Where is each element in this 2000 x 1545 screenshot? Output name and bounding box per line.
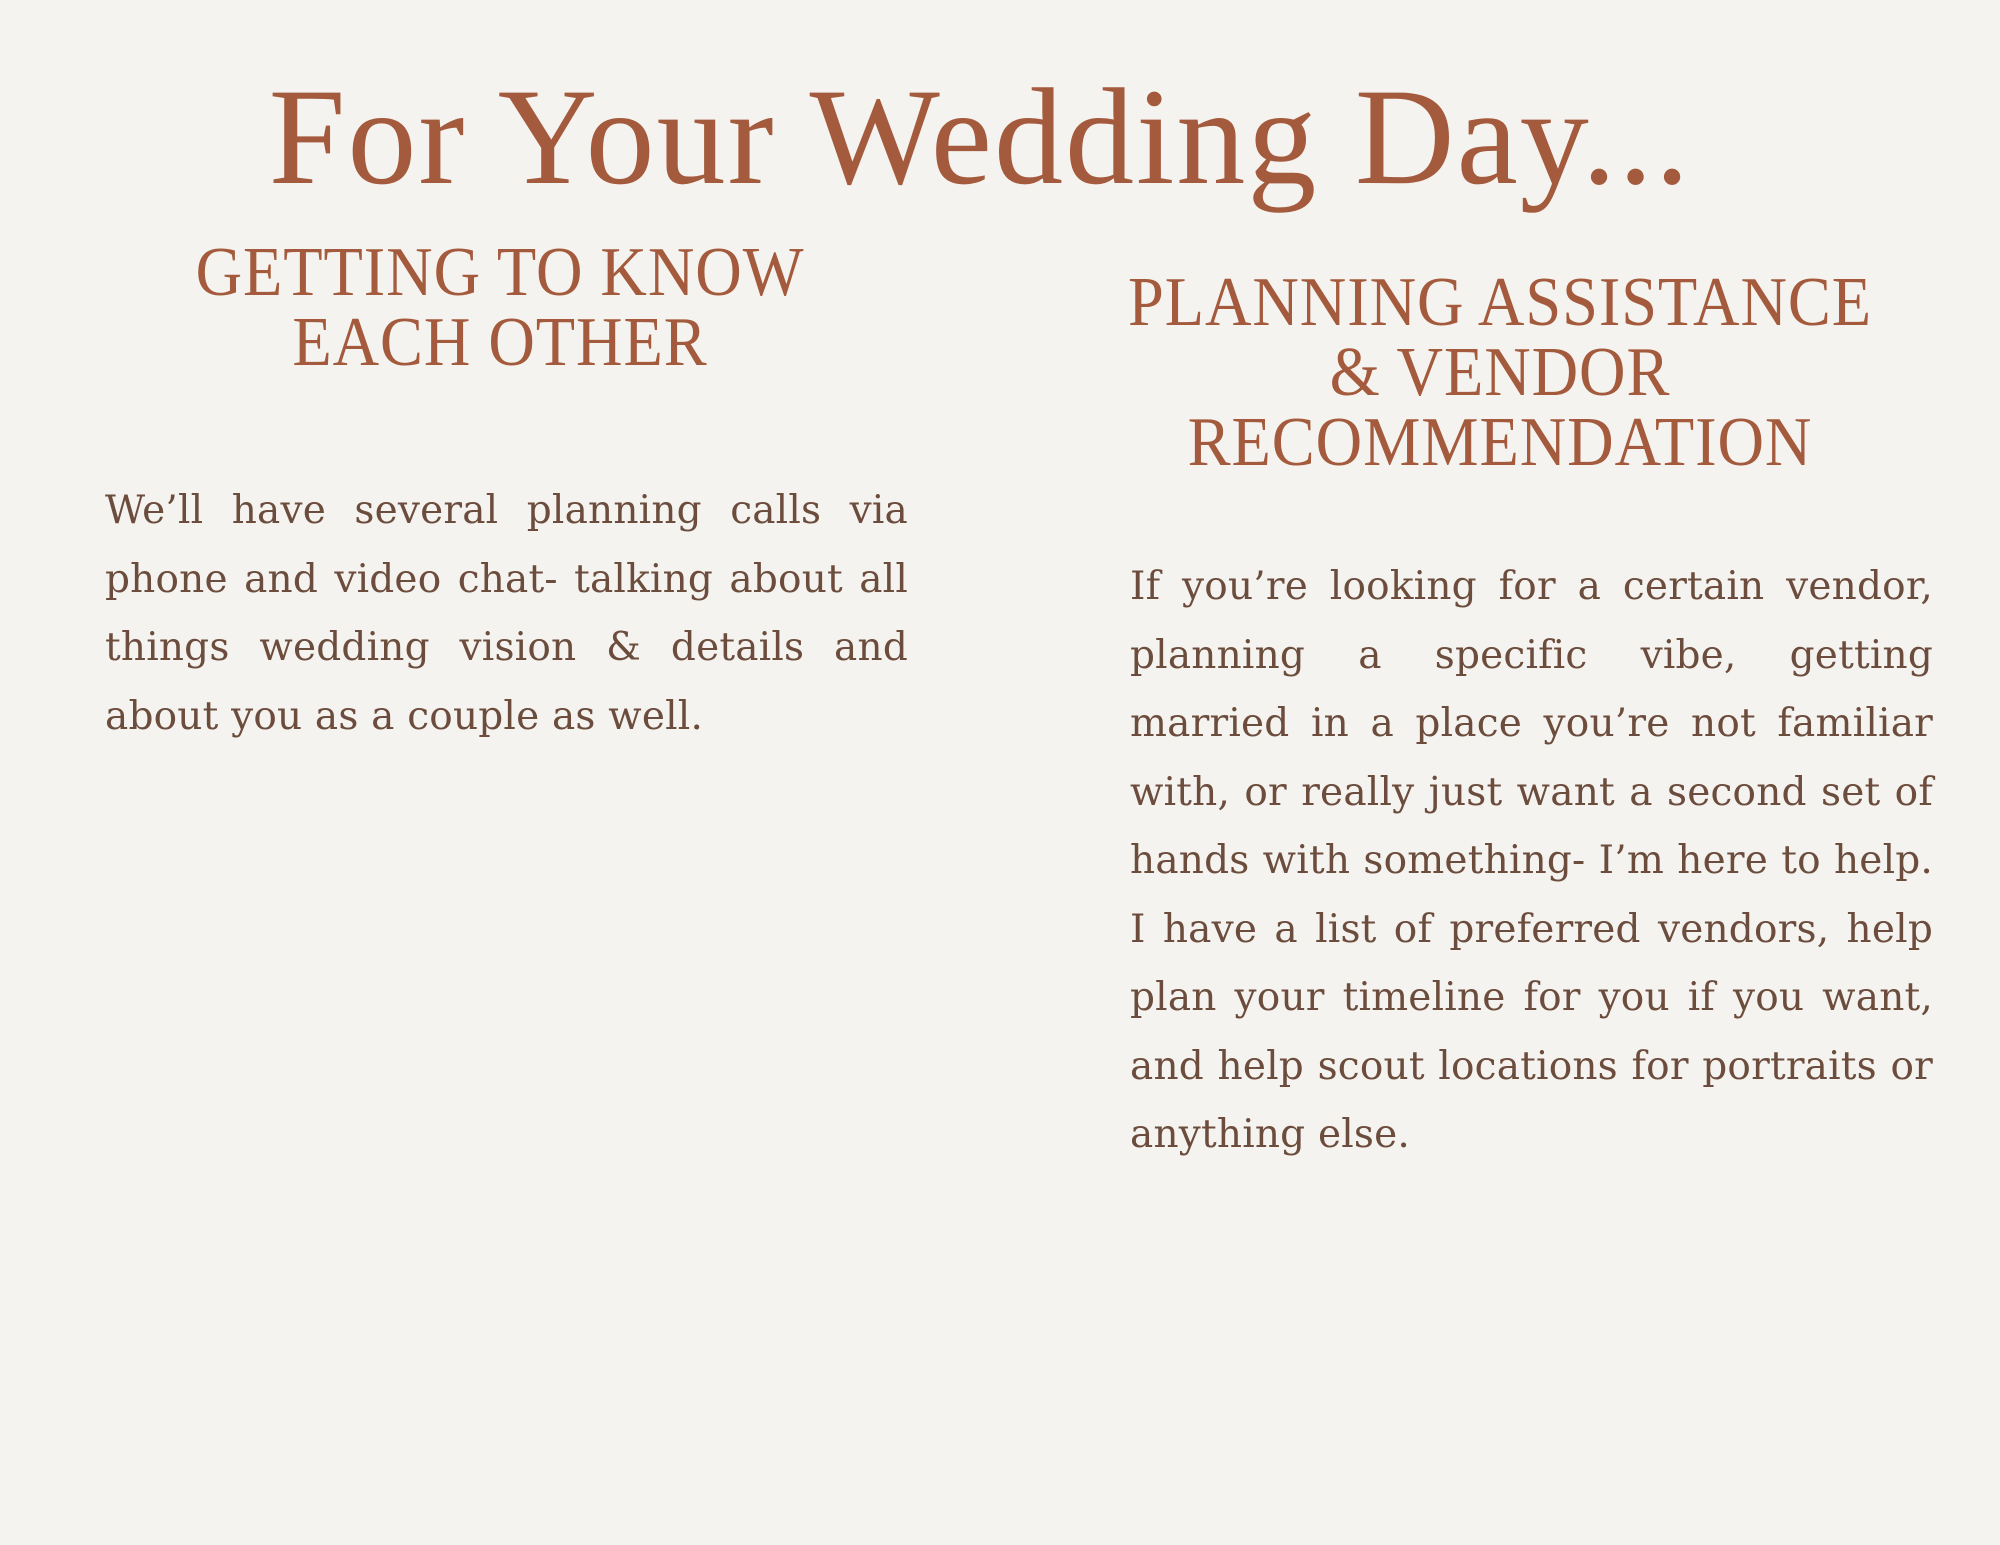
section-heading-getting-to-know <box>95 234 905 381</box>
section-body-getting-to-know: We’ll have several planning calls via phone and video chat- talking about all things wedding vision & details and about you as a couple as well. <box>105 488 908 739</box>
heading-line: PLANNING ASSISTANCE <box>1127 264 1873 341</box>
heading-line: EACH OTHER <box>292 304 708 381</box>
section-body-planning-assistance: If you’re looking for a certain vendor, planning a specific vibe, getting married in a place you’re not familiar with, or really just want a second set of hands with something- I’m here to help. I have a list of preferred vendors, help plan your timeline for you if you want, and help scout locations for portraits or anything else. <box>1130 564 1933 1157</box>
heading-line: GETTING TO KNOW <box>195 234 805 311</box>
page-title: For Your Wedding Day... <box>268 60 1692 213</box>
section-heading-planning-assistance <box>1095 264 1905 481</box>
heading-line: & VENDOR <box>1329 334 1671 411</box>
heading-line: RECOMMENDATION <box>1187 404 1813 481</box>
